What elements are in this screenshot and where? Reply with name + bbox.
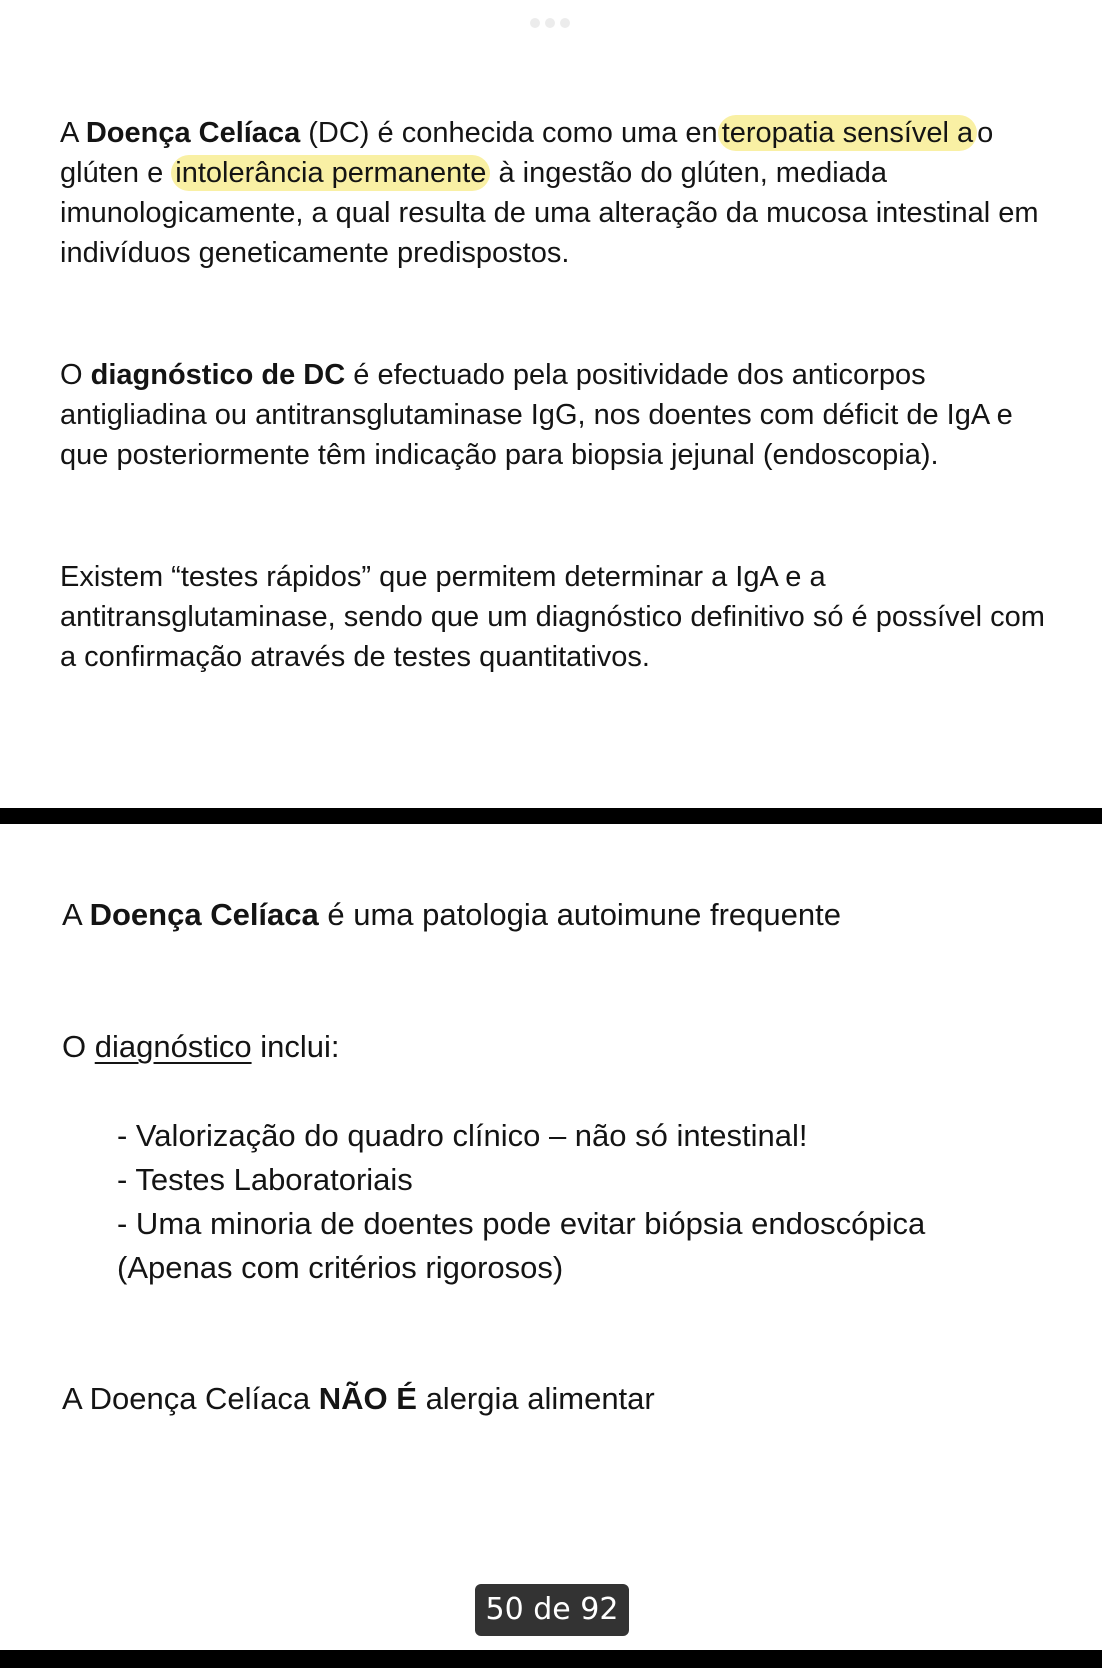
slide-statement-not-allergy [62, 1378, 655, 1420]
page-indicator: 50 de 92 [475, 1584, 629, 1636]
paragraph-diagnosis [60, 355, 1060, 475]
bold-term: NÃO É [318, 1381, 417, 1416]
more-options-icon[interactable] [530, 18, 570, 28]
list-item: - Uma minoria de doentes pode evitar biópsia endoscópica [117, 1206, 926, 1241]
text: A [62, 897, 90, 932]
text: é efectuado pela positividade dos anticorpos antigliadina ou antitransglutaminase IgG, nos doentes com déficit de IgA e que posteriormente têm indicação para biopsia jejunal (endoscopia). [60, 359, 1013, 471]
text: o glúten e [60, 117, 994, 189]
bottom-bar [0, 1650, 1102, 1668]
bold-term: Doença Celíaca [85, 117, 301, 149]
text: é uma patologia autoimune frequente [318, 897, 841, 932]
page-divider [0, 808, 1102, 824]
bold-term: diagnóstico de DC [90, 359, 346, 391]
text: inclui: [251, 1029, 340, 1064]
text: O [62, 1029, 95, 1064]
text: A Doença Celíaca [62, 1381, 319, 1416]
text: O [60, 359, 91, 391]
paragraph-rapid-tests: Existem “testes rápidos” que permitem determinar a IgA e a antitransglutaminase, sendo que um diagnóstico definitivo só é possível com a confirmação através de testes quantitativos. [60, 561, 1045, 673]
list-item: - Valorização do quadro clínico – não só intestinal! [117, 1118, 808, 1153]
diagnosis-list [117, 1114, 925, 1290]
slide-statement-autoimmune [62, 894, 841, 936]
text: (DC) é conhecida como uma en [300, 117, 718, 149]
dot-icon [560, 18, 570, 28]
dot-icon [530, 18, 540, 28]
dot-icon [545, 18, 555, 28]
list-item: (Apenas com critérios rigorosos) [117, 1250, 564, 1285]
bold-term: Doença Celíaca [89, 897, 319, 932]
highlight-intolerance[interactable]: intolerância permanente [171, 155, 490, 191]
text: alergia alimentar [416, 1381, 655, 1416]
text: à ingestão do glúten, mediada imunologicamente, a qual resulta de uma alteração da mucosa intestinal em indivíduos geneticamente predispostos. [60, 157, 1039, 269]
text: A [60, 117, 86, 149]
underlined-term: diagnóstico [94, 1029, 252, 1064]
list-item: - Testes Laboratoriais [117, 1162, 413, 1197]
slide-diagnosis-heading [62, 1026, 339, 1068]
document-page-top [0, 0, 1102, 808]
paragraph-definition [60, 113, 1060, 273]
highlight-enteropathy[interactable]: teropatia sensível a [718, 115, 977, 151]
